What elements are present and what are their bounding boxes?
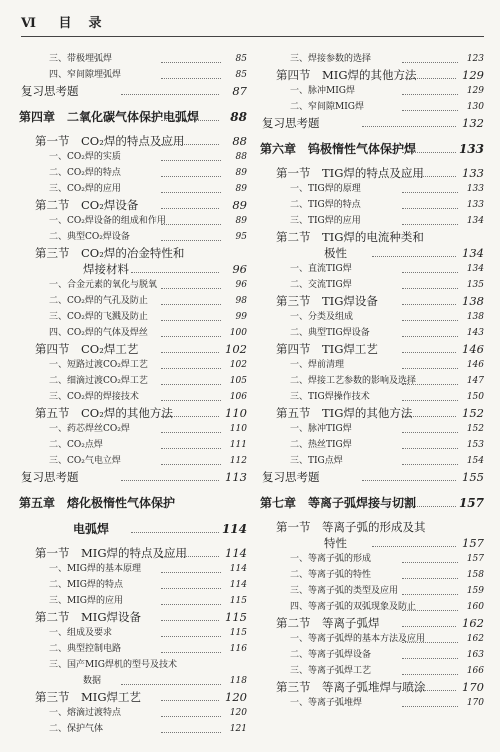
toc-chapter-entry bbox=[21, 493, 247, 513]
toc-page-number: 150 bbox=[466, 392, 484, 402]
toc-subsection-entry bbox=[262, 631, 484, 647]
toc-entry-title: 第五节 CO₂焊的其他方法 bbox=[35, 406, 173, 420]
toc-page-number: 155 bbox=[462, 470, 484, 484]
toc-entry-title: 第二节 MIG焊设备 bbox=[35, 610, 142, 624]
toc-subsection-entry bbox=[262, 197, 484, 213]
toc-section-entry bbox=[262, 67, 484, 83]
toc-page-number: 159 bbox=[466, 586, 484, 596]
toc-page-number: 88 bbox=[235, 152, 247, 162]
toc-page-number: 157 bbox=[462, 536, 484, 550]
toc-entry-title: 四、窄间隙埋弧焊 bbox=[49, 70, 122, 80]
toc-entry-title: 一、短路过渡CO₂焊工艺 bbox=[49, 360, 148, 370]
toc-entry-title: 一、CO₂焊设备的组成和作用 bbox=[49, 216, 166, 226]
toc-page-number: 138 bbox=[462, 294, 484, 308]
toc-page-number: 89 bbox=[235, 168, 247, 178]
toc-page-number: 89 bbox=[235, 184, 247, 194]
toc-subsection-entry bbox=[262, 213, 484, 229]
toc-entry-title: 一、等离子弧的形成 bbox=[290, 554, 372, 564]
toc-entry-title: 一、等离子弧堆焊 bbox=[290, 698, 363, 708]
toc-page-number: 129 bbox=[462, 68, 484, 82]
toc-entry-title: 一、焊前清理 bbox=[290, 360, 345, 370]
toc-page-number: 134 bbox=[466, 216, 484, 226]
toc-subsection-entry bbox=[262, 261, 484, 277]
toc-entry-title: 三、CO₂焊的应用 bbox=[49, 184, 121, 194]
toc-page-number: 135 bbox=[466, 280, 484, 290]
toc-page-number: 157 bbox=[466, 554, 484, 564]
toc-entry-title: 第七章 等离子弧焊接与切割 bbox=[260, 496, 417, 510]
toc-entry-title: 三、国产MIG焊机的型号及技术 bbox=[49, 660, 177, 670]
toc-page-number: 157 bbox=[458, 496, 484, 510]
toc-page-number: 114 bbox=[229, 580, 247, 590]
toc-chapter-entry bbox=[21, 519, 247, 539]
toc-page-number: 121 bbox=[229, 724, 247, 734]
toc-page-number: 160 bbox=[466, 602, 484, 612]
toc-entry-title: 一、MIG焊的基本原理 bbox=[49, 564, 141, 574]
toc-entry-title: 二、细滴过渡CO₂焊工艺 bbox=[49, 376, 148, 386]
toc-page-number: 146 bbox=[466, 360, 484, 370]
toc-entry-title: 二、典型TIG焊设备 bbox=[290, 328, 370, 338]
toc-entry-title: 三、CO₂焊的焊接技术 bbox=[49, 392, 139, 402]
toc-page-number: 88 bbox=[232, 134, 247, 148]
toc-entry-title: 二、CO₂焊的特点 bbox=[49, 168, 121, 178]
toc-entry-title: 焊接材料 bbox=[83, 262, 129, 276]
toc-page-number: 111 bbox=[229, 440, 247, 450]
toc-subsection-entry bbox=[21, 561, 247, 577]
toc-review-entry bbox=[262, 469, 484, 485]
toc-page-number: 114 bbox=[225, 546, 247, 560]
toc-section-entry bbox=[262, 165, 484, 181]
toc-subsection-entry bbox=[21, 657, 247, 673]
toc-subsection-entry bbox=[262, 181, 484, 197]
toc-page-number: 166 bbox=[466, 666, 484, 676]
toc-subsection-entry bbox=[21, 293, 247, 309]
toc-section-entry bbox=[262, 405, 484, 421]
toc-page-number: 106 bbox=[229, 392, 247, 402]
toc-subsection-entry bbox=[21, 373, 247, 389]
toc-entry-title: 二、焊接工艺参数的影响及选择 bbox=[290, 376, 417, 386]
toc-page-number: 132 bbox=[462, 116, 484, 130]
toc-entry-title: 二、等离子弧的特性 bbox=[290, 570, 372, 580]
toc-entry-title: 一、等离子弧焊的基本方法及应用 bbox=[290, 634, 426, 644]
toc-page-number: 129 bbox=[466, 86, 484, 96]
page-number: Ⅵ bbox=[21, 16, 38, 31]
toc-subsection-entry bbox=[262, 325, 484, 341]
toc-entry-title: 第三节 CO₂焊的冶金特性和 bbox=[35, 246, 185, 260]
toc-page-number: 115 bbox=[225, 610, 247, 624]
toc-subsection-entry bbox=[262, 647, 484, 663]
toc-subsection-entry bbox=[21, 277, 247, 293]
toc-subsection-entry bbox=[21, 673, 247, 689]
toc-entry-title: 第二节 等离子弧焊 bbox=[276, 616, 380, 630]
toc-subsection-entry bbox=[21, 357, 247, 373]
toc-entry-title: 一、组成及要求 bbox=[49, 628, 113, 638]
toc-subsection-entry bbox=[21, 453, 247, 469]
toc-subsection-entry bbox=[262, 599, 484, 615]
toc-section-entry bbox=[262, 229, 484, 245]
toc-entry-title: 二、TIG焊的特点 bbox=[290, 200, 361, 210]
toc-section-entry bbox=[21, 609, 247, 625]
toc-page-number: 100 bbox=[229, 328, 247, 338]
toc-subsection-entry bbox=[21, 389, 247, 405]
toc-subsection-entry bbox=[262, 663, 484, 679]
toc-page-number: 154 bbox=[466, 456, 484, 466]
toc-page-number: 114 bbox=[229, 564, 247, 574]
toc-entry-title: 四、等离子弧的双弧现象及防止 bbox=[290, 602, 417, 612]
toc-entry-title: 三、TIG焊操作技术 bbox=[290, 392, 370, 402]
toc-page-number: 153 bbox=[466, 440, 484, 450]
toc-subsection-entry bbox=[21, 67, 247, 83]
toc-section-entry bbox=[21, 245, 247, 261]
toc-subsection-entry bbox=[262, 373, 484, 389]
toc-entry-title: 一、分类及组成 bbox=[290, 312, 354, 322]
toc-right-column bbox=[262, 51, 484, 711]
toc-subsection-entry bbox=[21, 721, 247, 737]
toc-section-entry bbox=[262, 679, 484, 695]
toc-entry-title: 第三节 等离子弧堆焊与喷涂 bbox=[276, 680, 426, 694]
toc-section-entry bbox=[262, 615, 484, 631]
toc-page-number: 163 bbox=[466, 650, 484, 660]
toc-page-number: 133 bbox=[458, 142, 484, 156]
toc-subsection-entry bbox=[262, 51, 484, 67]
toc-entry-title: 一、脉冲TIG焊 bbox=[290, 424, 352, 434]
toc-entry-title: 一、熔滴过渡特点 bbox=[49, 708, 122, 718]
toc-section-entry bbox=[21, 197, 247, 213]
toc-entry-title: 三、TIG焊的应用 bbox=[290, 216, 361, 226]
toc-chapter-entry bbox=[21, 107, 247, 127]
toc-subsection-entry bbox=[21, 577, 247, 593]
toc-subsection-entry bbox=[21, 421, 247, 437]
toc-subsection-entry bbox=[21, 149, 247, 165]
toc-entry-title: 一、脉冲MIG焊 bbox=[290, 86, 355, 96]
toc-page-number: 96 bbox=[235, 280, 247, 290]
toc-subsection-entry bbox=[262, 695, 484, 711]
toc-entry-title: 复习思考题 bbox=[262, 470, 320, 484]
toc-entry-title: 第一节 MIG焊的特点及应用 bbox=[35, 546, 188, 560]
toc-entry-title: 一、TIG焊的原理 bbox=[290, 184, 361, 194]
toc-entry-title: 二、窄间隙MIG焊 bbox=[290, 102, 364, 112]
toc-subsection-entry bbox=[21, 325, 247, 341]
toc-subsection-entry bbox=[262, 421, 484, 437]
toc-page-number: 114 bbox=[221, 522, 247, 536]
toc-entry-title: 二、交流TIG焊 bbox=[290, 280, 352, 290]
toc-entry-title: 电弧焊 bbox=[73, 522, 110, 536]
toc-page-number: 130 bbox=[466, 102, 484, 112]
page-header bbox=[21, 12, 104, 31]
toc-page-number: 162 bbox=[466, 634, 484, 644]
toc-entry-title: 第六章 钨极惰性气体保护焊 bbox=[260, 142, 417, 156]
toc-page-number: 158 bbox=[466, 570, 484, 580]
toc-review-entry bbox=[21, 469, 247, 485]
toc-section-entry bbox=[21, 405, 247, 421]
toc-page-number: 133 bbox=[466, 200, 484, 210]
toc-page-number: 102 bbox=[229, 360, 247, 370]
toc-entry-title: 第一节 等离子弧的形成及其 bbox=[276, 520, 426, 534]
toc-page-number: 123 bbox=[466, 54, 484, 64]
toc-subsection-entry bbox=[262, 567, 484, 583]
toc-subsection-entry bbox=[21, 705, 247, 721]
toc-entry-title: 极性 bbox=[324, 246, 347, 260]
toc-section-entry bbox=[21, 545, 247, 561]
toc-entry-title: 四、CO₂焊的气体及焊丝 bbox=[49, 328, 148, 338]
toc-entry-title: 复习思考题 bbox=[262, 116, 320, 130]
toc-section-entry bbox=[21, 133, 247, 149]
toc-page-number: 120 bbox=[229, 708, 247, 718]
toc-section-entry bbox=[262, 293, 484, 309]
toc-entry-title: 三、焊接参数的选择 bbox=[290, 54, 372, 64]
toc-page-number: 88 bbox=[230, 110, 247, 124]
toc-page-number: 120 bbox=[225, 690, 247, 704]
toc-entry-title: 一、药芯焊丝CO₂焊 bbox=[49, 424, 130, 434]
toc-page-number: 85 bbox=[235, 70, 247, 80]
toc-entry-title: 一、CO₂焊的实质 bbox=[49, 152, 121, 162]
toc-section-entry bbox=[262, 519, 484, 535]
toc-entry-title: 二、典型CO₂焊设备 bbox=[49, 232, 130, 242]
toc-chapter-entry bbox=[262, 139, 484, 159]
toc-subsection-entry bbox=[262, 583, 484, 599]
toc-page-number: 146 bbox=[462, 342, 484, 356]
toc-section-entry bbox=[262, 245, 484, 261]
toc-subsection-entry bbox=[262, 83, 484, 99]
toc-entry-title: 第二节 TIG焊的电流种类和 bbox=[276, 230, 424, 244]
toc-entry-title: 三、带极埋弧焊 bbox=[49, 54, 113, 64]
toc-entry-title: 三、TIG点焊 bbox=[290, 456, 343, 466]
toc-section-entry bbox=[21, 261, 247, 277]
toc-entry-title: 第四章 二氧化碳气体保护电弧焊 bbox=[19, 110, 200, 124]
toc-review-entry bbox=[21, 83, 247, 99]
toc-left-column bbox=[21, 51, 247, 737]
toc-entry-title: 第四节 TIG焊工艺 bbox=[276, 342, 378, 356]
toc-page-number: 89 bbox=[232, 198, 247, 212]
header-rule bbox=[21, 36, 484, 37]
toc-page-number: 134 bbox=[462, 246, 484, 260]
toc-entry-title: 三、CO₂焊的飞溅及防止 bbox=[49, 312, 148, 322]
toc-page-number: 99 bbox=[235, 312, 247, 322]
toc-page-number: 116 bbox=[229, 644, 247, 654]
toc-subsection-entry bbox=[21, 437, 247, 453]
toc-subsection-entry bbox=[262, 357, 484, 373]
toc-entry-title: 二、热丝TIG焊 bbox=[290, 440, 352, 450]
toc-entry-title: 一、合金元素的氧化与脱氧 bbox=[49, 280, 158, 290]
toc-page-number: 143 bbox=[466, 328, 484, 338]
toc-subsection-entry bbox=[262, 309, 484, 325]
toc-page-number: 118 bbox=[229, 676, 247, 686]
toc-page-number: 110 bbox=[229, 424, 247, 434]
toc-subsection-entry bbox=[262, 389, 484, 405]
toc-page-number: 85 bbox=[235, 54, 247, 64]
toc-page-number: 147 bbox=[466, 376, 484, 386]
toc-subsection-entry bbox=[21, 625, 247, 641]
toc-entry-title: 第三节 MIG焊工艺 bbox=[35, 690, 142, 704]
toc-page-number: 115 bbox=[229, 628, 247, 638]
toc-subsection-entry bbox=[21, 213, 247, 229]
toc-entry-title: 三、CO₂气电立焊 bbox=[49, 456, 121, 466]
toc-page-number: 110 bbox=[225, 406, 247, 420]
toc-subsection-entry bbox=[21, 165, 247, 181]
toc-review-entry bbox=[262, 115, 484, 131]
toc-page-number: 170 bbox=[462, 680, 484, 694]
toc-subsection-entry bbox=[21, 593, 247, 609]
toc-entry-title: 第一节 TIG焊的特点及应用 bbox=[276, 166, 424, 180]
toc-entry-title: 第三节 TIG焊设备 bbox=[276, 294, 378, 308]
toc-chapter-entry bbox=[262, 493, 484, 513]
toc-section-entry bbox=[262, 535, 484, 551]
toc-subsection-entry bbox=[262, 99, 484, 115]
toc-page-number: 152 bbox=[466, 424, 484, 434]
toc-entry-title: 第五章 熔化极惰性气体保护 bbox=[19, 496, 176, 510]
toc-entry-title: 二、保护气体 bbox=[49, 724, 104, 734]
toc-subsection-entry bbox=[262, 437, 484, 453]
toc-page-number: 133 bbox=[462, 166, 484, 180]
toc-entry-title: 三、等离子弧焊工艺 bbox=[290, 666, 372, 676]
toc-section-entry bbox=[262, 341, 484, 357]
toc-page-number: 115 bbox=[229, 596, 247, 606]
toc-entry-title: 复习思考题 bbox=[21, 84, 79, 98]
toc-page-number: 89 bbox=[235, 216, 247, 226]
toc-entry-title: 三、等离子弧的类型及应用 bbox=[290, 586, 399, 596]
toc-entry-title: 第二节 CO₂焊设备 bbox=[35, 198, 139, 212]
toc-page-number: 138 bbox=[466, 312, 484, 322]
toc-page-number: 96 bbox=[232, 262, 247, 276]
toc-subsection-entry bbox=[21, 51, 247, 67]
toc-entry-title: 数据 bbox=[83, 676, 102, 686]
toc-page-number: 87 bbox=[232, 84, 247, 98]
toc-page-number: 102 bbox=[225, 342, 247, 356]
header-title: 目 录 bbox=[58, 16, 104, 31]
toc-page-number: 105 bbox=[229, 376, 247, 386]
toc-subsection-entry bbox=[21, 229, 247, 245]
toc-subsection-entry bbox=[262, 277, 484, 293]
toc-subsection-entry bbox=[262, 551, 484, 567]
toc-entry-title: 二、等离子弧焊设备 bbox=[290, 650, 372, 660]
toc-subsection-entry bbox=[262, 453, 484, 469]
toc-page-number: 113 bbox=[225, 470, 247, 484]
toc-entry-title: 复习思考题 bbox=[21, 470, 79, 484]
toc-section-entry bbox=[21, 341, 247, 357]
toc-page-number: 170 bbox=[466, 698, 484, 708]
toc-page-number: 134 bbox=[466, 264, 484, 274]
toc-page-number: 152 bbox=[462, 406, 484, 420]
toc-entry-title: 二、典型控制电路 bbox=[49, 644, 122, 654]
toc-entry-title: 第一节 CO₂焊的特点及应用 bbox=[35, 134, 185, 148]
toc-subsection-entry bbox=[21, 181, 247, 197]
toc-entry-title: 二、CO₂点焊 bbox=[49, 440, 103, 450]
toc-page-number: 112 bbox=[229, 456, 247, 466]
toc-entry-title: 一、直流TIG焊 bbox=[290, 264, 352, 274]
toc-entry-title: 第四节 MIG焊的其他方法 bbox=[276, 68, 417, 82]
toc-page-number: 95 bbox=[235, 232, 247, 242]
toc-entry-title: 第四节 CO₂焊工艺 bbox=[35, 342, 139, 356]
toc-entry-title: 二、CO₂焊的气孔及防止 bbox=[49, 296, 148, 306]
toc-subsection-entry bbox=[21, 309, 247, 325]
toc-page-number: 98 bbox=[235, 296, 247, 306]
toc-section-entry bbox=[21, 689, 247, 705]
toc-subsection-entry bbox=[21, 641, 247, 657]
toc-entry-title: 特性 bbox=[324, 536, 347, 550]
toc-entry-title: 三、MIG焊的应用 bbox=[49, 596, 123, 606]
toc-entry-title: 第五节 TIG焊的其他方法 bbox=[276, 406, 413, 420]
toc-entry-title: 二、MIG焊的特点 bbox=[49, 580, 123, 590]
toc-page-number: 162 bbox=[462, 616, 484, 630]
toc-page-number: 133 bbox=[466, 184, 484, 194]
